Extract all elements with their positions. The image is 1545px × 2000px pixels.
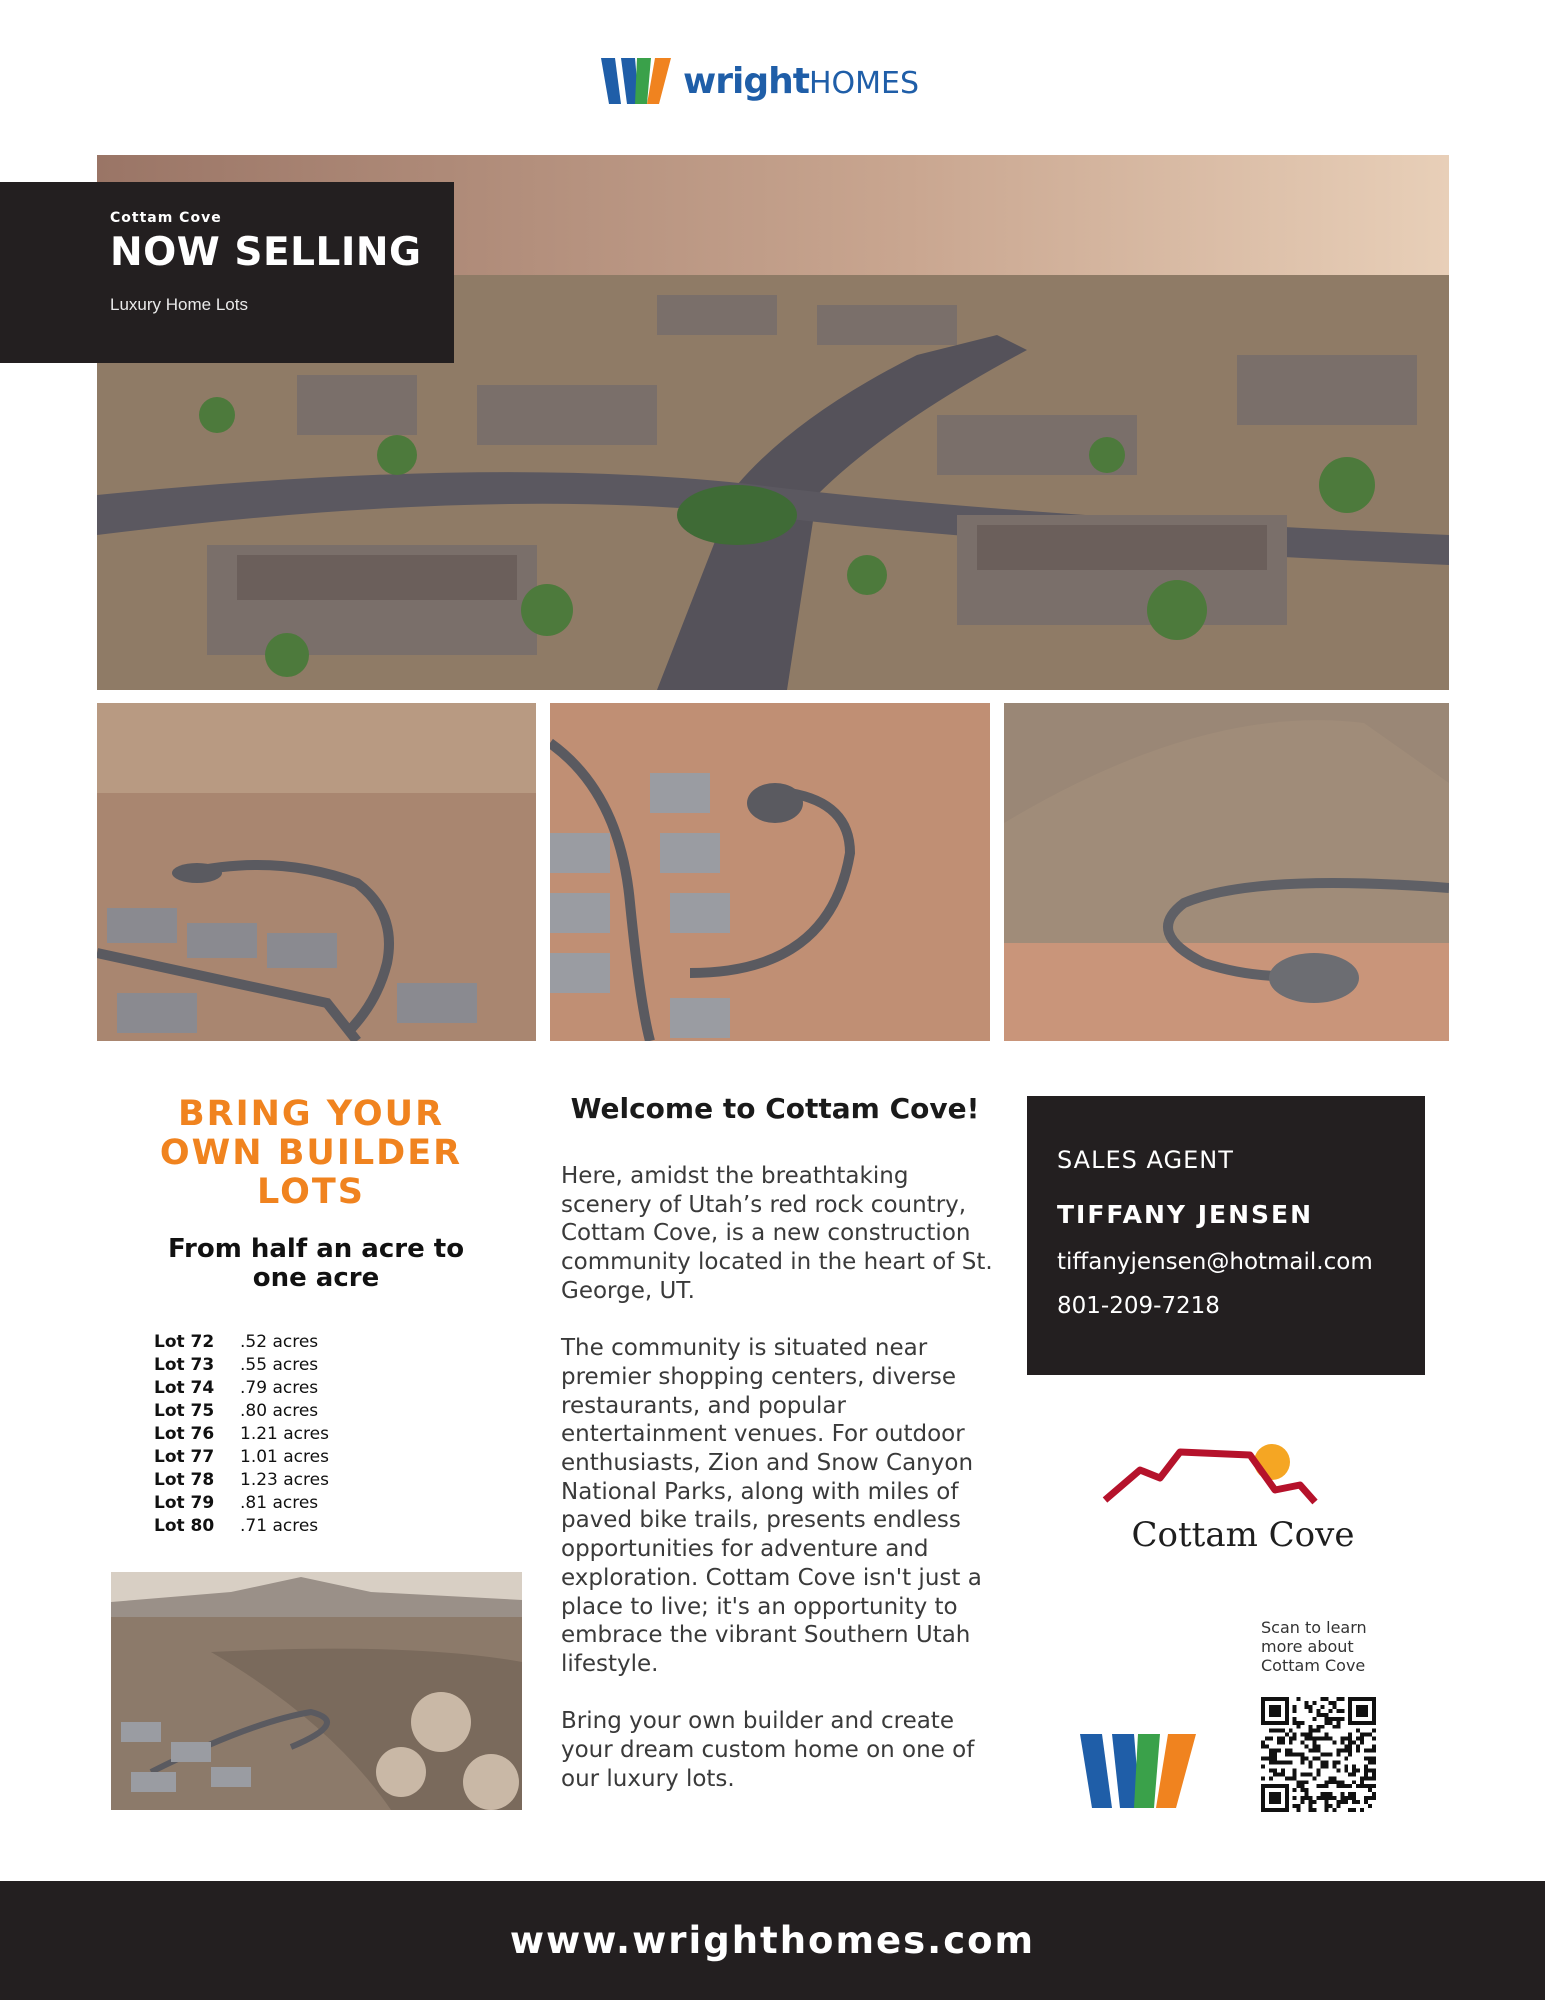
lot-acreage: 1.21 acres xyxy=(240,1423,329,1444)
welcome-paragraph: Here, amidst the breathtaking scenery of Utah’s red rock country, Cottam Cove, is a new construction community located in the heart of St. George, UT. xyxy=(561,1163,993,1304)
now-selling-banner xyxy=(0,182,454,363)
lots-size-range: From half an acre to one acre xyxy=(167,1234,465,1293)
luxury-lots-subtitle: Luxury Home Lots xyxy=(110,295,248,314)
sales-agent-box xyxy=(1027,1096,1425,1375)
welcome-title: Welcome to Cottam Cove! xyxy=(570,1092,980,1125)
lot-acreage: .71 acres xyxy=(240,1515,319,1536)
qr-code-icon[interactable] xyxy=(1261,1697,1376,1812)
lot-number: Lot 75 xyxy=(154,1400,215,1421)
valley-aerial-photo xyxy=(111,1572,522,1810)
agent-phone-link[interactable]: 801-209-7218 xyxy=(1057,1293,1220,1319)
footer-bar xyxy=(0,1881,1545,2000)
lot-row xyxy=(154,1399,414,1422)
lot-number: Lot 72 xyxy=(154,1331,215,1352)
wright-w-mark-icon xyxy=(1080,1734,1198,1808)
agent-name: TIFFANY JENSEN xyxy=(1057,1200,1314,1229)
lot-row xyxy=(154,1422,414,1445)
lot-row xyxy=(154,1330,414,1353)
lot-row xyxy=(154,1491,414,1514)
lot-row xyxy=(154,1353,414,1376)
lot-acreage: .52 acres xyxy=(240,1331,319,1352)
red-rock-sun-icon xyxy=(1100,1440,1390,1520)
lot-number: Lot 74 xyxy=(154,1377,215,1398)
lot-row xyxy=(154,1445,414,1468)
lot-number: Lot 77 xyxy=(154,1446,215,1467)
cottam-cove-logo xyxy=(1100,1440,1390,1560)
lot-list xyxy=(154,1330,414,1537)
lot-acreage: 1.23 acres xyxy=(240,1469,329,1490)
lot-acreage: .80 acres xyxy=(240,1400,319,1421)
aerial-photo-cul-de-sac-3 xyxy=(1004,703,1449,1041)
lot-row xyxy=(154,1514,414,1537)
agent-email-link[interactable]: tiffanyjensen@hotmail.com xyxy=(1057,1249,1373,1275)
welcome-paragraph: The community is situated near premier shopping centers, diverse restaurants, and popular entertainment venues. For outdoor enthusiasts, Zion and Snow Canyon National Parks, along with miles of paved bike trails, presents endless opportunities for adventure and exploration. Cottam Cove isn't just a place to live; it's an opportunity to embrace the vibrant Southern Utah lifestyle. xyxy=(561,1335,982,1677)
brand-name-light: HOMES xyxy=(808,65,920,101)
lot-row xyxy=(154,1468,414,1491)
website-link[interactable]: www.wrighthomes.com xyxy=(509,1919,1036,1962)
aerial-photo-cul-de-sac-2 xyxy=(550,703,990,1041)
now-selling-title: NOW SELLING xyxy=(110,230,422,275)
wright-w-logo-icon xyxy=(601,56,673,106)
welcome-body xyxy=(561,1162,1006,1822)
lot-acreage: .55 acres xyxy=(240,1354,319,1375)
lot-number: Lot 76 xyxy=(154,1423,215,1444)
lot-acreage: 1.01 acres xyxy=(240,1446,329,1467)
lot-number: Lot 73 xyxy=(154,1354,215,1375)
lot-acreage: .79 acres xyxy=(240,1377,319,1398)
welcome-paragraph: Bring your own builder and create your dream custom home on one of our luxury lots. xyxy=(561,1708,975,1792)
wright-homes-logo xyxy=(601,52,919,110)
lot-acreage: .81 acres xyxy=(240,1492,319,1513)
brand-wordmark xyxy=(683,61,919,102)
lot-number: Lot 79 xyxy=(154,1492,215,1513)
cottam-cove-wordmark: Cottam Cove xyxy=(1131,1515,1355,1555)
sales-agent-label: SALES AGENT xyxy=(1057,1146,1234,1174)
lot-number: Lot 80 xyxy=(154,1515,215,1536)
scan-instructions: Scan to learn more about Cottam Cove xyxy=(1261,1618,1367,1675)
lot-row xyxy=(154,1376,414,1399)
aerial-photo-cul-de-sac-1 xyxy=(97,703,536,1041)
community-name: Cottam Cove xyxy=(110,210,222,226)
lots-heading: BRING YOUR OWN BUILDER LOTS xyxy=(159,1094,463,1212)
brand-name-bold: wright xyxy=(683,60,809,102)
lot-number: Lot 78 xyxy=(154,1469,215,1490)
